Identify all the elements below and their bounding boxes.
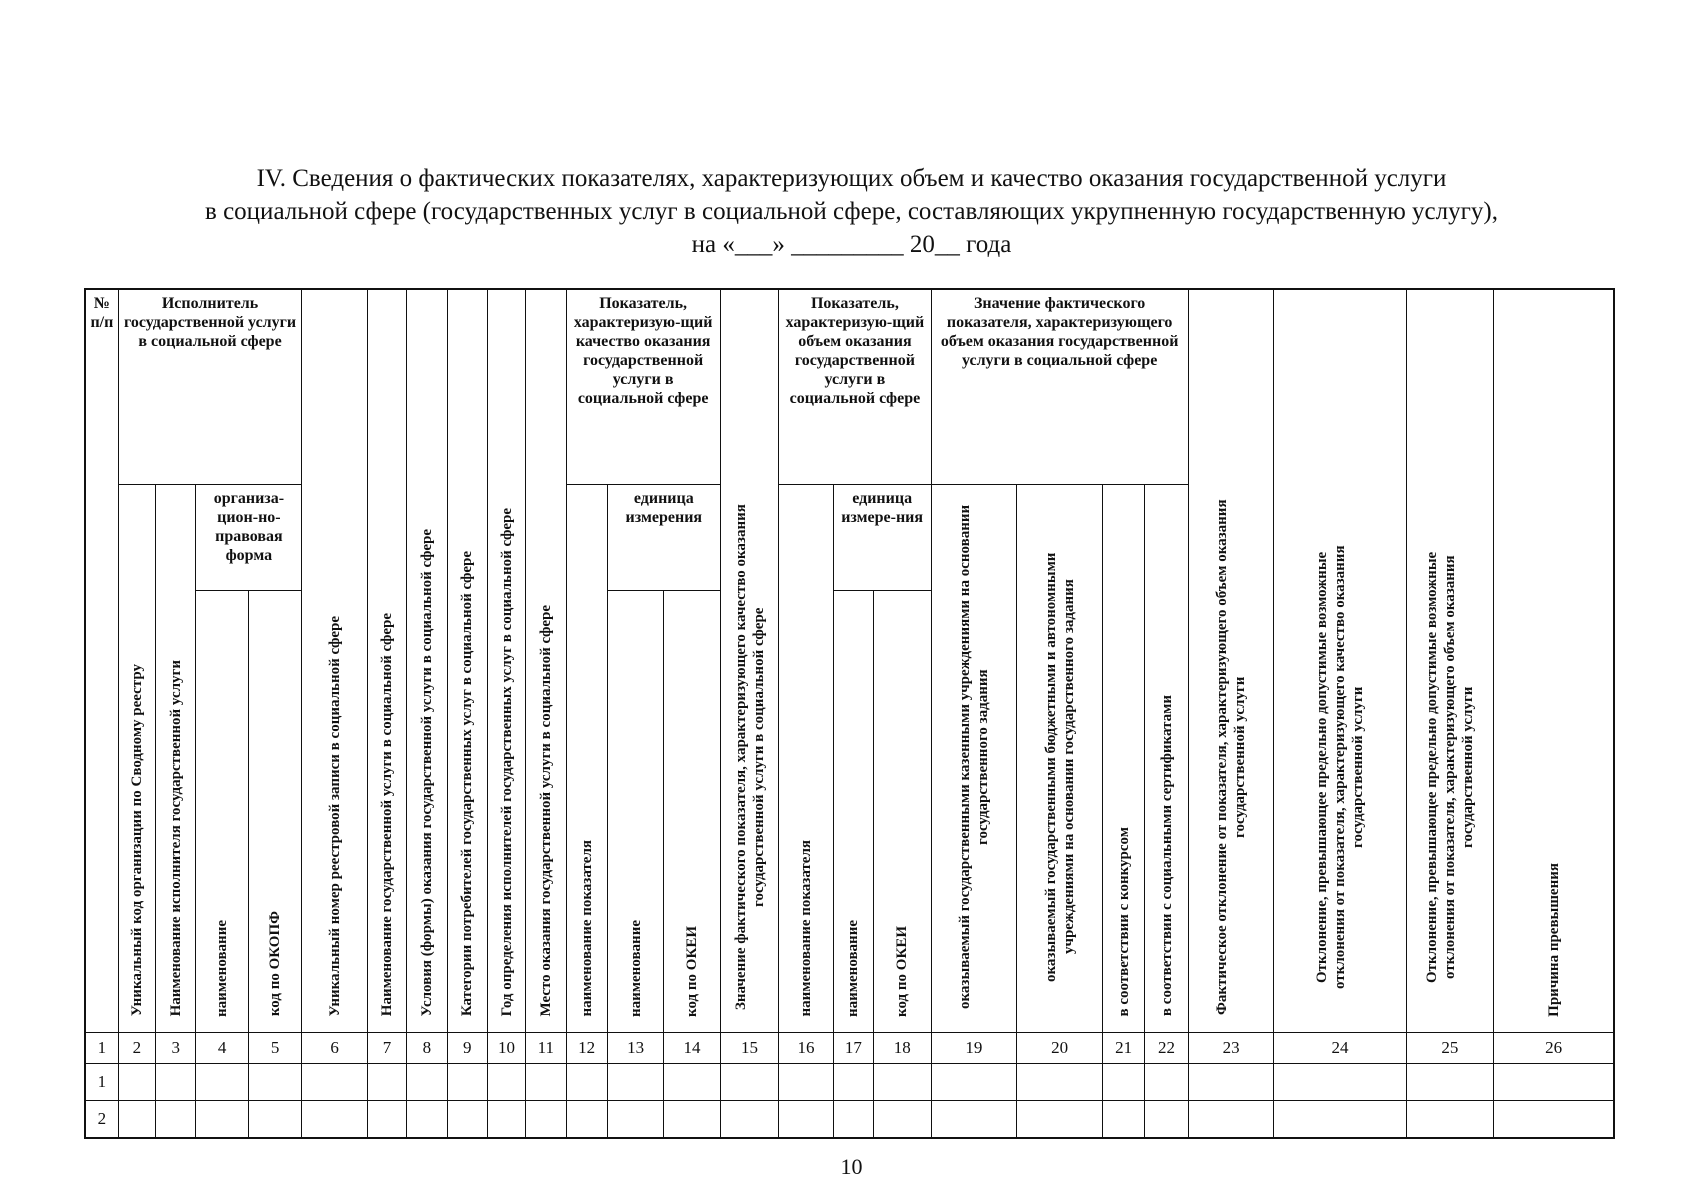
col-12-label: наименование показателя: [578, 840, 595, 1017]
volume-unit-header: единица измере-ния: [833, 484, 931, 590]
col-15-label: Значение фактического показателя, характеризующего качество оказания государственной услуги в социальной сфере: [732, 503, 767, 1010]
table-row: [85, 1100, 1614, 1138]
table-cell: [664, 1100, 720, 1138]
column-number: 24: [1274, 1032, 1406, 1063]
col-2-label: Уникальный код организации по Сводному реестру: [128, 664, 145, 1017]
col-24-header: [1274, 289, 1406, 1032]
executor-header: [118, 289, 302, 484]
column-number: 2: [118, 1032, 155, 1063]
table-cell: [566, 1063, 607, 1100]
col-20-label: оказываемый государственными бюджетными и автономными учреждениями на основании государственного задания: [1042, 551, 1077, 982]
table-cell: [248, 1100, 301, 1138]
col-21-label: в соответствии с конкурсом: [1115, 826, 1132, 1017]
column-number: 12: [566, 1032, 607, 1063]
table-cell: [779, 1100, 833, 1138]
table-cell: [1145, 1100, 1188, 1138]
actual-value-text: Значение фактического показателя, характеризующего объем оказания государственной услуги в социальной сфере: [940, 295, 1179, 369]
column-number: 21: [1102, 1032, 1144, 1063]
col-26-header: [1494, 289, 1614, 1032]
col-7-header: [367, 289, 406, 1032]
actual-value-header: [931, 289, 1188, 484]
org-form-header: организа-цион-но-правовая форма: [196, 484, 302, 590]
column-number: 14: [664, 1032, 720, 1063]
table-cell: [367, 1063, 406, 1100]
volume-indicator-text: Показатель, характеризую-щий объем оказания государственной услуги в социальной сфере: [785, 295, 925, 407]
col-23-header: [1188, 289, 1274, 1032]
col-5-header: [248, 590, 301, 1032]
table-cell: [302, 1100, 368, 1138]
table-cell: [487, 1063, 525, 1100]
table-cell: [1274, 1063, 1406, 1100]
col-11-label: Место оказания государственной услуги в социальной сфере: [537, 605, 554, 1017]
table-cell: [118, 1063, 155, 1100]
col-17-header: [833, 590, 873, 1032]
table-cell: [1102, 1063, 1144, 1100]
col-22-header: [1145, 484, 1188, 1032]
col-10-header: [487, 289, 525, 1032]
table-cell: [302, 1063, 368, 1100]
table-cell: [931, 1100, 1017, 1138]
column-number: 6: [302, 1032, 368, 1063]
table-cell: [664, 1063, 720, 1100]
col-14-header: [664, 590, 720, 1032]
col-19-header: [931, 484, 1017, 1032]
col-number-header: № п/п: [85, 289, 118, 1032]
col-24-label: Отклонение, превышающее предельно допустимые возможные отклонения от показателя, характеризующего качество оказания государственной услуги: [1314, 544, 1366, 989]
table-cell: [720, 1063, 778, 1100]
table-cell: [447, 1063, 487, 1100]
col-14-label: код по ОКЕИ: [684, 925, 701, 1017]
executor-header-text: Исполнитель государственной услуги в социальной сфере: [123, 295, 297, 350]
col-8-label: Условия (формы) оказания государственной услуги в социальной сфере: [418, 529, 435, 1017]
col-10-label: Год определения исполнителей государственных услуг в социальной сфере: [498, 508, 515, 1017]
col-5-label: код по ОКОПФ: [267, 911, 284, 1017]
table-cell: [1494, 1063, 1614, 1100]
col-8-header: [407, 289, 447, 1032]
row-number: 2: [85, 1100, 118, 1138]
col-25-label: Отклонение, превышающее предельно допустимые возможные отклонения от показателя, характеризующего объем оказания государственной услуги: [1423, 550, 1476, 983]
col-3-label: Наименование исполнителя государственной услуги: [167, 660, 184, 1017]
document-heading: [60, 162, 1643, 261]
quality-indicator-text: Показатель, характеризую-щий качество оказания государственной услуги в социальной сфере: [573, 295, 713, 407]
col-13-label: наименование: [627, 919, 644, 1017]
column-number: 8: [407, 1032, 447, 1063]
col-22-label: в соответствии с социальными сертификатами: [1158, 695, 1175, 1017]
table-cell: [1102, 1100, 1144, 1138]
quality-unit-header: единица измерения: [607, 484, 720, 590]
volume-indicator-header: [779, 289, 931, 484]
table-cell: [407, 1100, 447, 1138]
table-cell: [874, 1100, 932, 1138]
table-cell: [1017, 1063, 1103, 1100]
table-cell: [196, 1100, 248, 1138]
table-cell: [779, 1063, 833, 1100]
col-6-header: [302, 289, 368, 1032]
col-18-label: код по ОКЕИ: [894, 925, 911, 1017]
table-cell: [196, 1063, 248, 1100]
row-number: 1: [85, 1063, 118, 1100]
column-number: 25: [1406, 1032, 1494, 1063]
column-number: 19: [931, 1032, 1017, 1063]
col-6-label: Уникальный номер реестровой записи в социальной сфере: [326, 616, 343, 1017]
table-cell: [447, 1100, 487, 1138]
col-17-label: наименование: [845, 919, 862, 1017]
table-cell: [1017, 1100, 1103, 1138]
heading-line-2: в социальной сфере (государственных услуг в социальной сфере, составляющих укрупненную государственную услугу),: [205, 198, 1498, 225]
column-number: 1: [85, 1032, 118, 1063]
col-20-header: [1017, 484, 1103, 1032]
table-cell: [118, 1100, 155, 1138]
col-4-label: наименование: [214, 919, 231, 1017]
table-cell: [833, 1100, 873, 1138]
table-cell: [526, 1063, 566, 1100]
table-cell: [607, 1063, 663, 1100]
col-13-header: [607, 590, 663, 1032]
col-15-header: [720, 289, 778, 1032]
column-number-row: [85, 1032, 1614, 1063]
table-cell: [607, 1100, 663, 1138]
column-number: 10: [487, 1032, 525, 1063]
column-number: 11: [526, 1032, 566, 1063]
table-cell: [1406, 1100, 1494, 1138]
column-number: 9: [447, 1032, 487, 1063]
table-cell: [248, 1063, 301, 1100]
column-number: 15: [720, 1032, 778, 1063]
table-cell: [1145, 1063, 1188, 1100]
table-cell: [526, 1100, 566, 1138]
column-number: 17: [833, 1032, 873, 1063]
table-cell: [1274, 1100, 1406, 1138]
table-cell: [156, 1063, 196, 1100]
column-number: 20: [1017, 1032, 1103, 1063]
col-21-header: [1102, 484, 1144, 1032]
col-25-header: [1406, 289, 1494, 1032]
col-4-header: [196, 590, 248, 1032]
table-cell: [407, 1063, 447, 1100]
column-number: 3: [156, 1032, 196, 1063]
table-cell: [720, 1100, 778, 1138]
col-7-label: Наименование государственной услуги в социальной сфере: [379, 613, 396, 1017]
table-cell: [1494, 1100, 1614, 1138]
quality-indicator-header: [566, 289, 720, 484]
col-3-header: [156, 484, 196, 1032]
col-23-label: Фактическое отклонение от показателя, характеризующего объем оказания государственной услуги: [1214, 498, 1249, 1015]
col-9-label: Категории потребителей государственных услуг в социальной сфере: [459, 551, 476, 1017]
col-18-header: [874, 590, 932, 1032]
column-number: 22: [1145, 1032, 1188, 1063]
col-11-header: [526, 289, 566, 1032]
column-number: 23: [1188, 1032, 1274, 1063]
column-number: 16: [779, 1032, 833, 1063]
heading-line-3: на «___» _________ 20__ года: [691, 231, 1012, 258]
table-cell: [874, 1063, 932, 1100]
col-12-header: [566, 484, 607, 1032]
column-number: 5: [248, 1032, 301, 1063]
column-number: 18: [874, 1032, 932, 1063]
table-cell: [566, 1100, 607, 1138]
column-number: 4: [196, 1032, 248, 1063]
column-number: 26: [1494, 1032, 1614, 1063]
col-2-header: [118, 484, 155, 1032]
table-cell: [1188, 1100, 1274, 1138]
col-26-label: Причина превышения: [1545, 862, 1562, 1017]
table-cell: [833, 1063, 873, 1100]
col-19-label: оказываемый государственными казенными учреждениями на основании государственного задания: [956, 504, 991, 1009]
table-cell: [1406, 1063, 1494, 1100]
indicators-table: [84, 288, 1615, 1139]
table-cell: [1188, 1063, 1274, 1100]
col-9-header: [447, 289, 487, 1032]
table-cell: [487, 1100, 525, 1138]
heading-line-1: IV. Сведения о фактических показателях, характеризующих объем и качество оказания государственной услуги: [256, 165, 1447, 192]
table-cell: [367, 1100, 406, 1138]
column-number: 7: [367, 1032, 406, 1063]
col-16-header: [779, 484, 833, 1032]
column-number: 13: [607, 1032, 663, 1063]
table-cell: [156, 1100, 196, 1138]
col-16-label: наименование показателя: [797, 840, 814, 1017]
table-row: [85, 1063, 1614, 1100]
table-cell: [931, 1063, 1017, 1100]
page-number: 10: [840, 1154, 863, 1179]
